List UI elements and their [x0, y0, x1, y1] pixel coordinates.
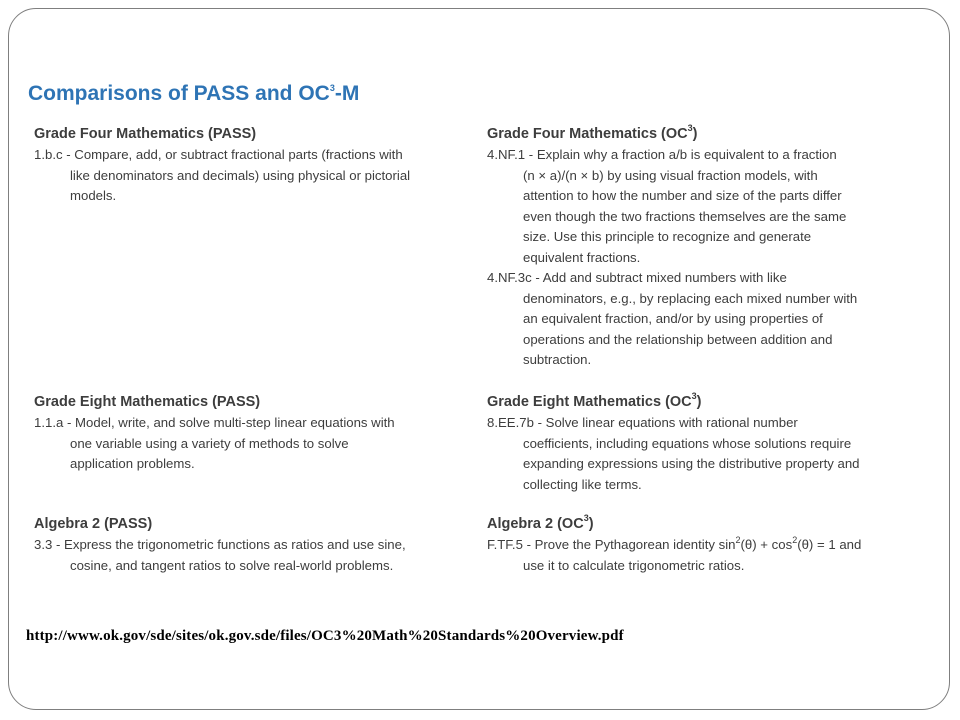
doc-title-text: Comparisons of PASS and OC — [28, 82, 330, 105]
oc3-grade-four-heading — [487, 123, 927, 142]
standard-item-line: subtraction. — [523, 352, 592, 367]
heading-superscript: 3 — [691, 391, 697, 402]
standards-comparison-image — [22, 74, 931, 586]
pass-grade-four-heading: Grade Four Mathematics (PASS) — [34, 126, 257, 142]
exponent: 2 — [735, 534, 741, 545]
standard-item-line: equivalent fractions. — [523, 249, 641, 265]
doc-title — [28, 82, 359, 106]
identity-text: (θ) + cos — [740, 537, 793, 552]
exponent: 2 — [792, 534, 798, 545]
heading-suffix: ) — [696, 394, 702, 410]
standard-item — [34, 413, 484, 475]
standard-item-line: 1.b.c - Compare, add, or subtract fractional parts (fractions with — [34, 147, 403, 162]
standard-item-line: an equivalent fraction, and/or by using properties of — [523, 311, 823, 326]
heading-superscript: 3 — [583, 513, 589, 524]
oc3-algebra-two-heading — [487, 513, 927, 532]
standard-item-line: application problems. — [70, 456, 195, 471]
heading-suffix: ) — [692, 126, 698, 142]
doc-title-superscript: 3 — [329, 83, 335, 93]
oc3-grade-eight-heading — [487, 391, 927, 410]
source-url[interactable]: http://www.ok.gov/sde/sites/ok.gov.sde/files/OC3%20Math%20Standards%20Overview.pdf — [26, 628, 624, 644]
standard-item-line: use it to calculate trigonometric ratios. — [523, 557, 745, 573]
standard-item-line: 4.NF.3c - Add and subtract mixed numbers with like — [487, 270, 787, 285]
pass-algebra-two-heading: Algebra 2 (PASS) — [34, 516, 153, 532]
standard-item-line: 1.1.a - Model, write, and solve multi-step linear equations with — [34, 415, 395, 430]
standard-item — [487, 268, 927, 371]
heading-superscript: 3 — [687, 123, 693, 134]
standard-item-line — [487, 535, 927, 556]
standard-item — [487, 535, 927, 576]
standard-item-line: like denominators and decimals) using physical or pictorial — [70, 167, 411, 183]
standard-item-line: coefficients, including equations whose solutions require — [523, 435, 852, 451]
pass-grade-four — [34, 126, 484, 207]
heading-suffix: ) — [588, 516, 594, 532]
oc3-algebra-two — [487, 513, 927, 576]
identity-text: F.TF.5 - Prove the Pythagorean identity sin — [487, 537, 736, 552]
standard-item-line: even though the two fractions themselves are the same — [523, 208, 847, 224]
heading-text: Algebra 2 (OC — [487, 516, 584, 532]
identity-text: (θ) = 1 and — [797, 537, 862, 552]
pass-algebra-two — [34, 516, 484, 576]
standard-item — [34, 535, 484, 576]
heading-text: Grade Eight Mathematics (OC — [487, 394, 692, 410]
oc3-grade-eight — [487, 391, 927, 495]
standard-item-line: 8.EE.7b - Solve linear equations with rational number — [487, 415, 798, 430]
standard-item-line: operations and the relationship between addition and — [523, 331, 833, 347]
heading-text: Grade Four Mathematics (OC — [487, 126, 688, 142]
pass-grade-eight — [34, 394, 484, 475]
standard-item-line: (n × a)/(n × b) by using visual fraction models, with — [523, 167, 818, 183]
pass-grade-eight-heading: Grade Eight Mathematics (PASS) — [34, 394, 261, 410]
standard-item-line: attention to how the number and size of the parts differ — [523, 188, 842, 203]
standard-item-line: denominators, e.g., by replacing each mixed number with — [523, 290, 858, 306]
standard-item-line: 3.3 - Express the trigonometric functions as ratios and use sine, — [34, 537, 406, 552]
standard-item-line: size. Use this principle to recognize and generate — [523, 229, 812, 244]
standard-item-line: one variable using a variety of methods to solve — [70, 435, 349, 451]
standard-item — [487, 413, 927, 495]
standard-item — [487, 145, 927, 268]
standard-item — [34, 145, 484, 207]
doc-title-suffix: -M — [334, 82, 360, 105]
standard-item-line: collecting like terms. — [523, 476, 642, 492]
oc3-grade-four — [487, 123, 927, 371]
standard-item-line: expanding expressions using the distributive property and — [523, 456, 860, 471]
standard-item-line: cosine, and tangent ratios to solve real-world problems. — [70, 557, 394, 573]
standard-item-line: models. — [70, 188, 117, 203]
standard-item-line: 4.NF.1 - Explain why a fraction a/b is equivalent to a fraction — [487, 147, 837, 162]
